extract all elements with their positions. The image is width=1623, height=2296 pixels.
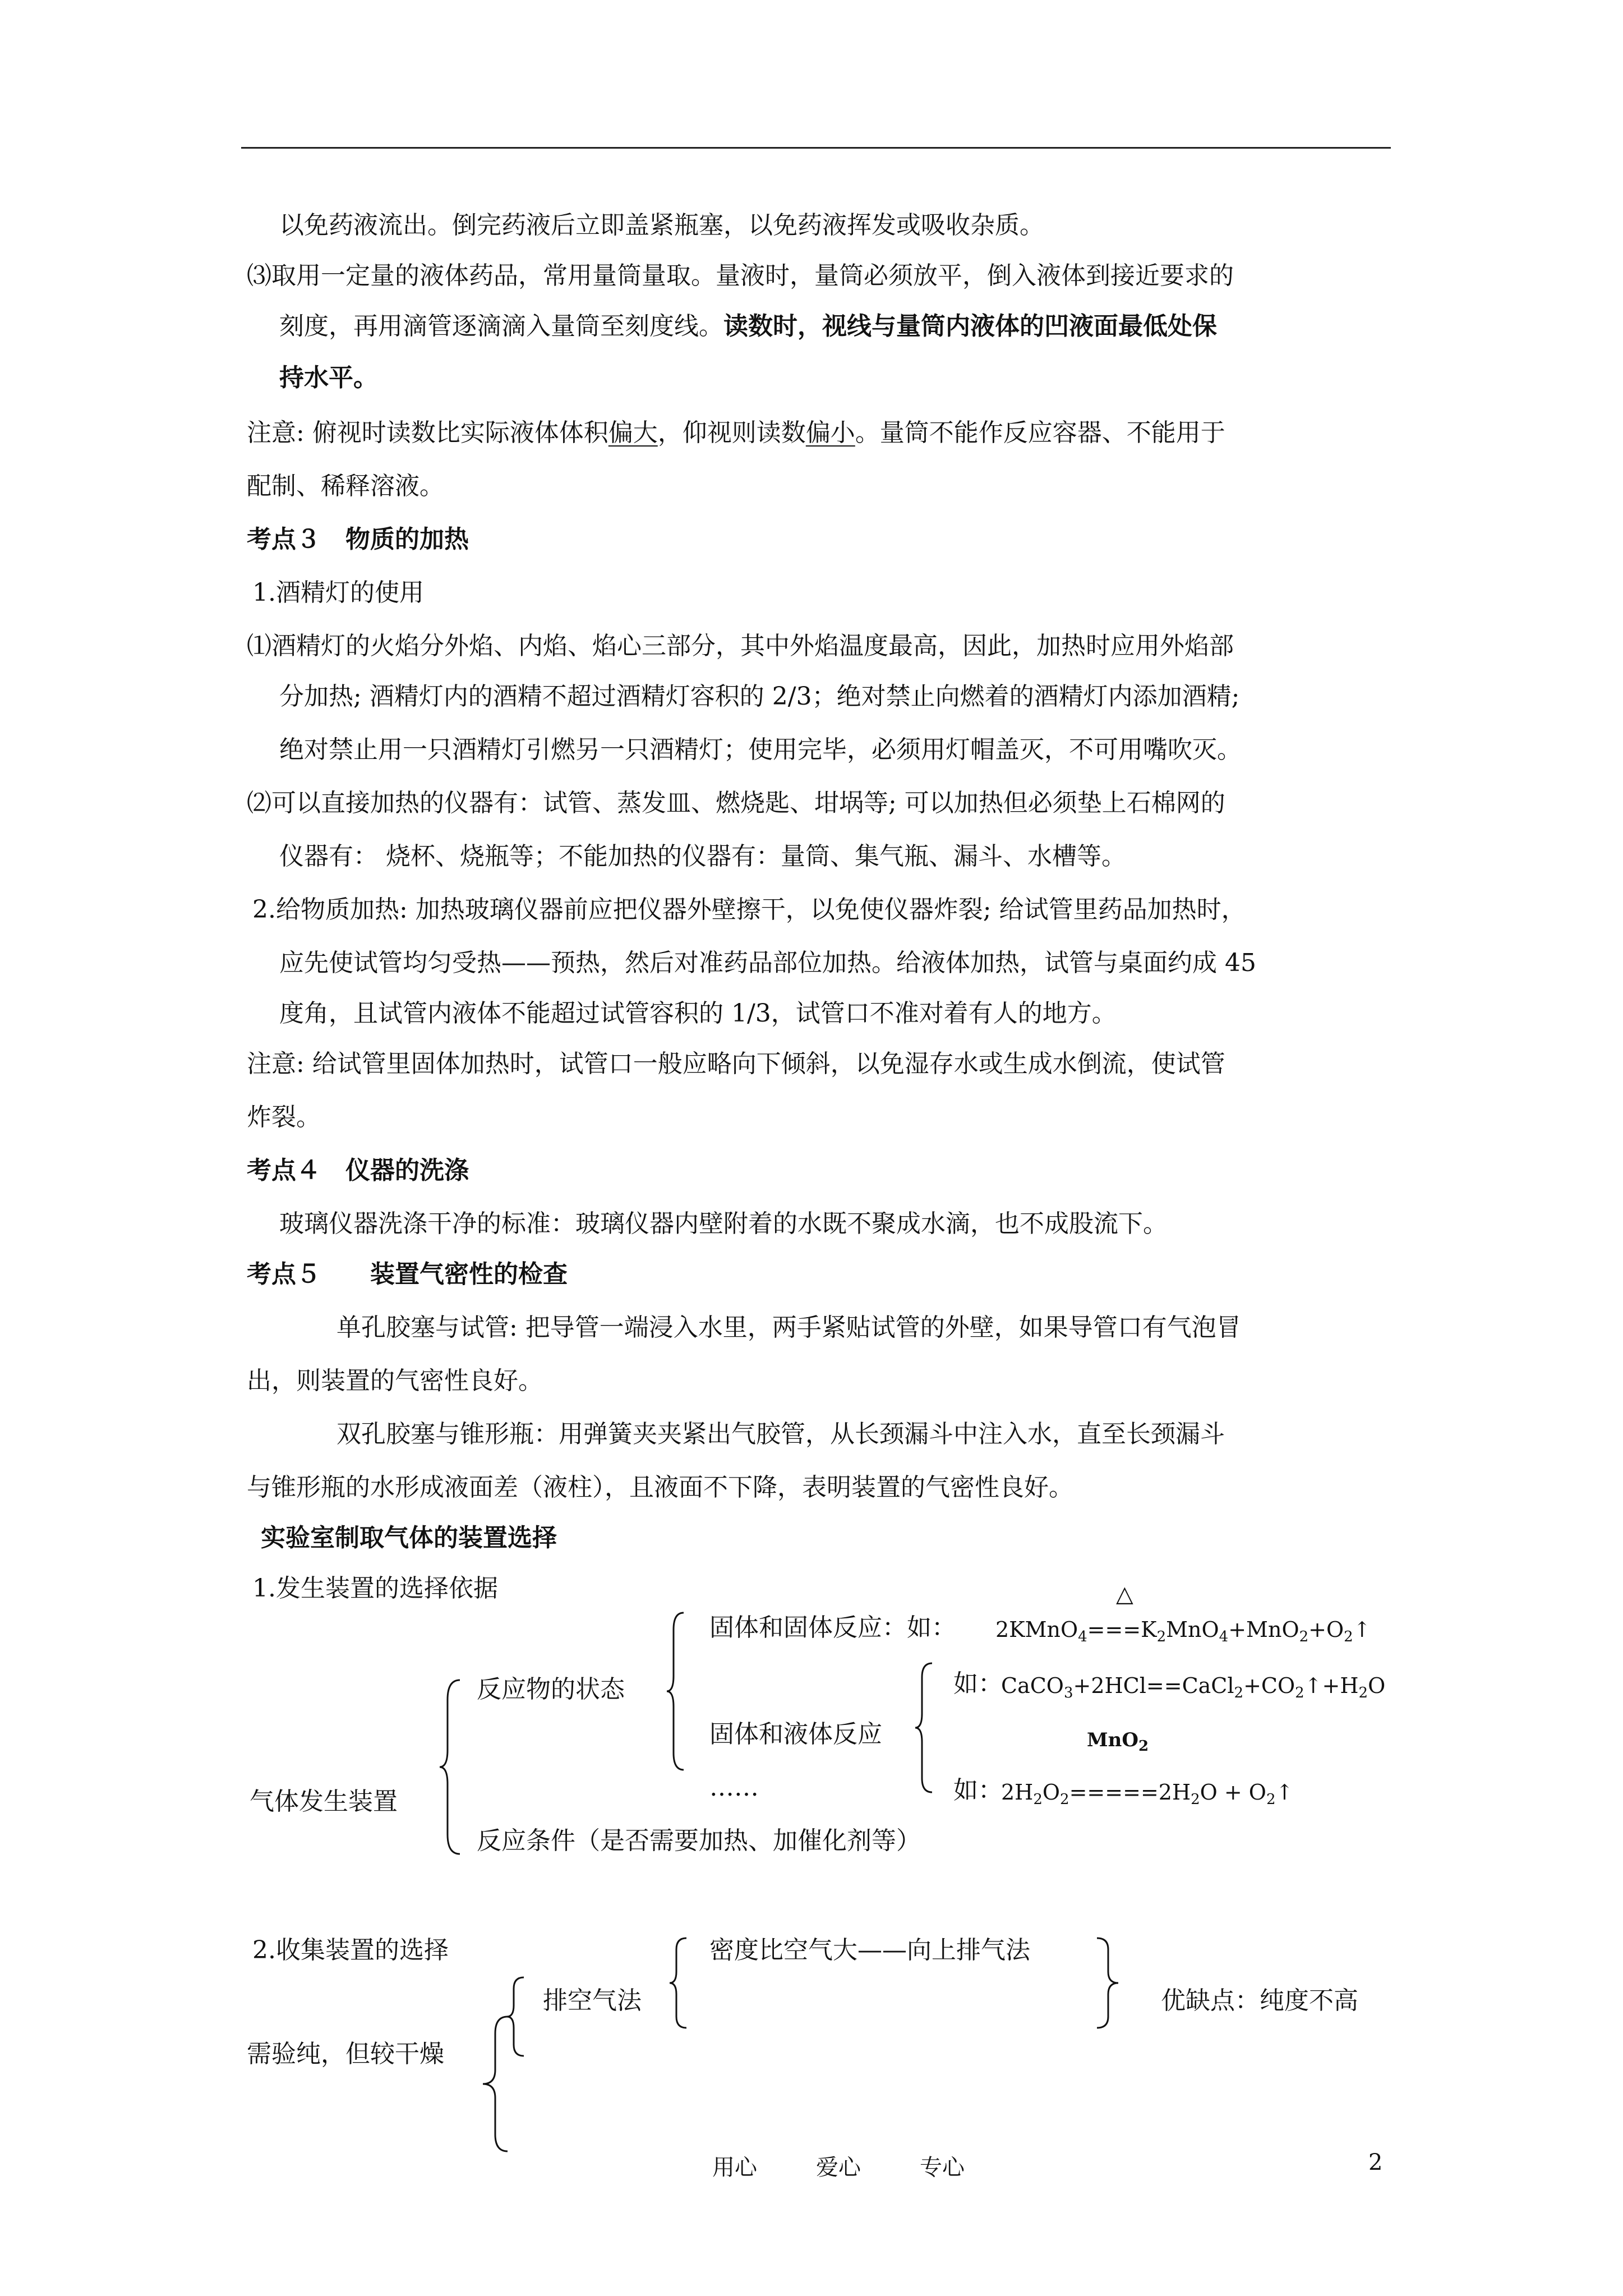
air-displacement-label: 排空气法 [543, 1986, 642, 2015]
text-line: ⑴酒精灯的火焰分外焰、内焰、焰心三部分，其中外焰温度最高，因此，加热时应用外焰部 [247, 632, 1234, 660]
section-heading: 考点４ 仪器的洗涤 [247, 1156, 469, 1185]
collection-title: 2.收集装置的选择 [252, 1936, 449, 1964]
reactant-state-label: 反应物的状态 [477, 1675, 625, 1704]
header-rule [241, 147, 1391, 149]
text-line: 度角，且试管内液体不能超过试管容积的 1/3，试管口不准对着有人的地方。 [279, 999, 1117, 1028]
ellipsis: …… [709, 1773, 759, 1802]
left-brace-icon [667, 1935, 690, 2031]
left-brace-icon [665, 1610, 687, 1773]
solid-solid-label: 固体和固体反应：如： [709, 1613, 956, 1642]
text-line: 出，则装置的气密性良好。 [247, 1366, 543, 1395]
text-line: 玻璃仪器洗涤干净的标准：玻璃仪器内壁附着的水既不聚成水滴，也不成股流下。 [279, 1209, 1168, 1238]
section-heading: 考点５ 装置气密性的检查 [247, 1260, 568, 1289]
text-line: 配制、稀释溶液。 [247, 472, 444, 500]
note-line [247, 418, 1225, 447]
text-line: 2.给物质加热: 加热玻璃仪器前应把仪器外壁擦干，以免使仪器炸裂; 给试管里药品加热时， [252, 895, 1246, 924]
text-line: 1.发生装置的选择依据 [252, 1574, 498, 1603]
text-line: 仪器有： 烧杯、烧瓶等；不能加热的仪器有：量筒、集气瓶、漏斗、水槽等。 [279, 842, 1126, 871]
example-prefix: 如： [953, 1776, 1003, 1805]
text-line: 分加热; 酒精灯内的酒精不超过酒精灯容积的 2/3；绝对禁止向燃着的酒精灯内添加酒精; [279, 682, 1240, 711]
example-prefix: 如： [953, 1669, 1003, 1698]
section-heading: 考点３ 物质的加热 [247, 525, 469, 554]
page-number: 2 [1368, 2150, 1383, 2175]
text-line: 绝对禁止用一只酒精灯引燃另一只酒精灯；使用完毕，必须用灯帽盖灭，不可用嘴吹灭。 [279, 735, 1242, 764]
verify-purity-label: 需验纯，但较干燥 [247, 2040, 444, 2068]
text-line: ⑵可以直接加热的仪器有：试管、蒸发皿、燃烧匙、坩埚等; 可以加热但必须垫上石棉网的 [247, 789, 1225, 817]
section-heading: 实验室制取气体的装置选择 [261, 1524, 557, 1552]
upward-air-method-label: 密度比空气大——向上排气法 [709, 1936, 1030, 1964]
text-segment: 刻度，再用滴管逐滴滴入量筒至刻度线。 [279, 312, 723, 341]
footer-word: 爱心 [816, 2155, 861, 2180]
pros-cons-label: 优缺点：纯度不高 [1161, 1986, 1358, 2015]
solid-liquid-label: 固体和液体反应 [709, 1720, 882, 1749]
footer-word: 用心 [712, 2155, 757, 2180]
equation-caco3: $CaCO_3+2HCl==CaCl_2+CO_2↑+H_2O$ [1001, 1673, 1386, 1701]
heating-triangle-icon: △ [1116, 1581, 1133, 1607]
text-segment: 注意: 俯视时读数比实际液体体积 [247, 418, 608, 447]
text-line: 持水平。 [279, 364, 378, 392]
text-line: ⑶取用一定量的液体药品，常用量筒量取。量液时，量筒必须放平，倒入液体到接近要求的 [247, 261, 1234, 290]
equation-h2o2: $2H_2O_2=====2H_2O$ + $O_2↑$ [1001, 1780, 1294, 1808]
text-line [279, 314, 1217, 339]
text-line: 应先使试管均匀受热——预热，然后对准药品部位加热。给液体加热，试管与桌面约成 45 [279, 949, 1256, 977]
text-segment: 。量筒不能作反应容器、不能用于 [855, 418, 1225, 447]
bold-segment: 读数时，视线与量筒内液体的凹液面最低处保 [723, 312, 1217, 341]
text-line: 单孔胶塞与试管: 把导管一端浸入水里，两手紧贴试管的外壁，如果导管口有气泡冒 [336, 1313, 1241, 1342]
left-brace-icon [913, 1660, 935, 1795]
diagram-root-label: 气体发生装置 [250, 1787, 398, 1816]
text-line: 与锥形瓶的水形成液面差（液柱），且液面不下降，表明装置的气密性良好。 [247, 1473, 1073, 1502]
text-line: 双孔胶塞与锥形瓶：用弹簧夹夹紧出气胶管，从长颈漏斗中注入水，直至长颈漏斗 [336, 1420, 1225, 1448]
text-segment: ，仰视则读数 [657, 418, 806, 447]
equation-kmno4: $2KMnO_4===K_2MnO_4+MnO_2+O_2↑$ [995, 1617, 1371, 1645]
reaction-condition-label: 反应条件（是否需要加热、加催化剂等） [477, 1826, 921, 1855]
catalyst-label: MnO$_2$ [1087, 1729, 1149, 1755]
text-line: 1.酒精灯的使用 [252, 578, 424, 607]
text-line: 以免药液流出。倒完药液后立即盖紧瓶塞，以免药液挥发或吸收杂质。 [279, 211, 1044, 240]
note-line: 注意: 给试管里固体加热时，试管口一般应略向下倾斜，以免湿存水或生成水倒流，使试管 [247, 1050, 1225, 1078]
underlined-term: 偏小 [805, 418, 855, 447]
text-line: 炸裂。 [247, 1103, 321, 1131]
footer-word: 专心 [920, 2155, 965, 2180]
left-brace-icon [479, 2014, 513, 2154]
underlined-term: 偏大 [608, 418, 658, 447]
left-brace-icon [437, 1677, 465, 1857]
right-brace-icon [1094, 1935, 1122, 2031]
